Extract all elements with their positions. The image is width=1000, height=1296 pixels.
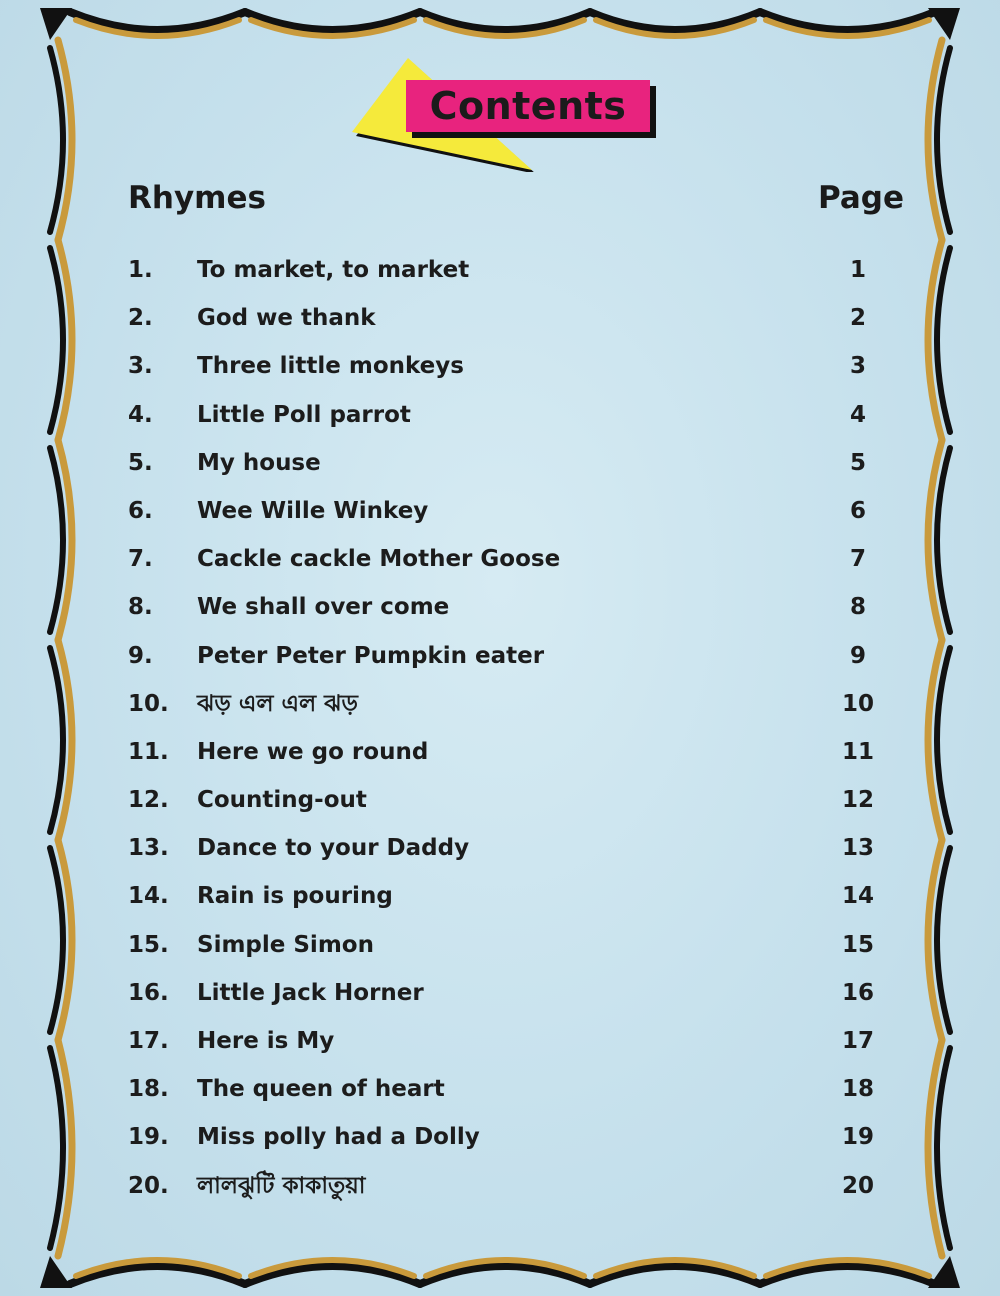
- entry-number: 11.: [128, 738, 169, 765]
- entry-number: 4.: [128, 401, 153, 428]
- contents-row: [128, 439, 888, 487]
- page-number: 3: [849, 353, 866, 380]
- rhyme-title: Here we go round: [197, 738, 429, 765]
- entry-number: 15.: [128, 931, 169, 958]
- title-banner: [348, 52, 658, 172]
- page-number: 2: [849, 305, 866, 332]
- rhyme-title: Little Poll parrot: [197, 401, 411, 428]
- rhyme-title: We shall over come: [197, 594, 450, 621]
- rhyme-title: To market, to market: [197, 257, 470, 283]
- rhyme-title: Dance to your Daddy: [197, 835, 470, 862]
- page-number: 17: [841, 1028, 874, 1054]
- page-number: 1: [849, 257, 866, 283]
- page-number: 11: [841, 738, 874, 765]
- page-number: 8: [849, 594, 866, 621]
- rhyme-title: Miss polly had a Dolly: [197, 1124, 480, 1151]
- entry-number: 14.: [128, 883, 169, 910]
- contents-row: [128, 294, 888, 342]
- rhyme-title: Three little monkeys: [197, 353, 464, 380]
- contents-row: [128, 391, 888, 439]
- contents-row: [128, 921, 888, 969]
- contents-row: [128, 776, 888, 824]
- page-number: 18: [841, 1076, 874, 1103]
- entry-number: 5.: [128, 449, 153, 476]
- rhyme-title: Rain is pouring: [197, 883, 393, 910]
- page-number: 7: [849, 546, 866, 573]
- entry-number: 13.: [128, 835, 169, 862]
- contents-list: [128, 246, 888, 1210]
- rhyme-title: Little Jack Horner: [197, 979, 424, 1006]
- page-number: 19: [841, 1124, 874, 1151]
- entry-number: 16.: [128, 979, 169, 1006]
- page-number: 9: [849, 642, 866, 669]
- rhyme-title: My house: [197, 449, 321, 476]
- contents-row: [128, 969, 888, 1017]
- contents-row: [128, 824, 888, 872]
- page-column-header: Page: [818, 180, 905, 216]
- entry-number: 19.: [128, 1124, 169, 1151]
- entry-number: 3.: [128, 353, 153, 380]
- page-number: 16: [841, 979, 874, 1006]
- page-number: 20: [841, 1172, 874, 1199]
- rhymes-column-header: Rhymes: [128, 180, 266, 216]
- entry-number: 2.: [128, 305, 153, 332]
- rhyme-title: লালঝুটি কাকাতুয়া: [197, 1172, 366, 1199]
- rhyme-title: Cackle cackle Mother Goose: [197, 546, 561, 573]
- contents-row: [128, 535, 888, 583]
- rhyme-title: Counting-out: [197, 787, 367, 814]
- page-number: 13: [841, 835, 874, 862]
- entry-number: 18.: [128, 1076, 169, 1103]
- rhyme-title: Wee Wille Winkey: [197, 497, 429, 524]
- entry-number: 6.: [128, 497, 153, 524]
- contents-row: [128, 1162, 888, 1210]
- page-number: 15: [841, 931, 874, 958]
- rhyme-title: ঝড় এল এল ঝড়: [197, 690, 358, 717]
- contents-row: [128, 1017, 888, 1065]
- contents-row: [128, 872, 888, 920]
- page-number: 6: [849, 497, 866, 524]
- entry-number: 1.: [128, 257, 153, 283]
- title-box: [406, 80, 650, 132]
- page-number: 10: [841, 690, 874, 717]
- page-title: Contents: [429, 84, 627, 128]
- contents-row: [128, 246, 888, 294]
- entry-number: 9.: [128, 642, 153, 669]
- rhyme-title: Simple Simon: [197, 931, 374, 958]
- contents-row: [128, 680, 888, 728]
- contents-row: [128, 583, 888, 631]
- page-number: 5: [849, 449, 866, 476]
- contents-row: [128, 728, 888, 776]
- contents-row: [128, 487, 888, 535]
- contents-row: [128, 632, 888, 680]
- entry-number: 20.: [128, 1172, 169, 1199]
- contents-row: [128, 342, 888, 390]
- entry-number: 8.: [128, 594, 153, 621]
- rhyme-title: Here is My: [197, 1028, 335, 1054]
- rhyme-title: The queen of heart: [197, 1076, 445, 1103]
- page-number: 12: [841, 787, 874, 814]
- page-number: 14: [841, 883, 874, 910]
- entry-number: 17.: [128, 1028, 169, 1054]
- page-number: 4: [849, 401, 866, 428]
- entry-number: 10.: [128, 690, 169, 717]
- entry-number: 12.: [128, 787, 169, 814]
- contents-row: [128, 1065, 888, 1113]
- rhyme-title: God we thank: [197, 305, 376, 332]
- rhyme-title: Peter Peter Pumpkin eater: [197, 642, 545, 669]
- contents-row: [128, 1113, 888, 1161]
- entry-number: 7.: [128, 546, 153, 573]
